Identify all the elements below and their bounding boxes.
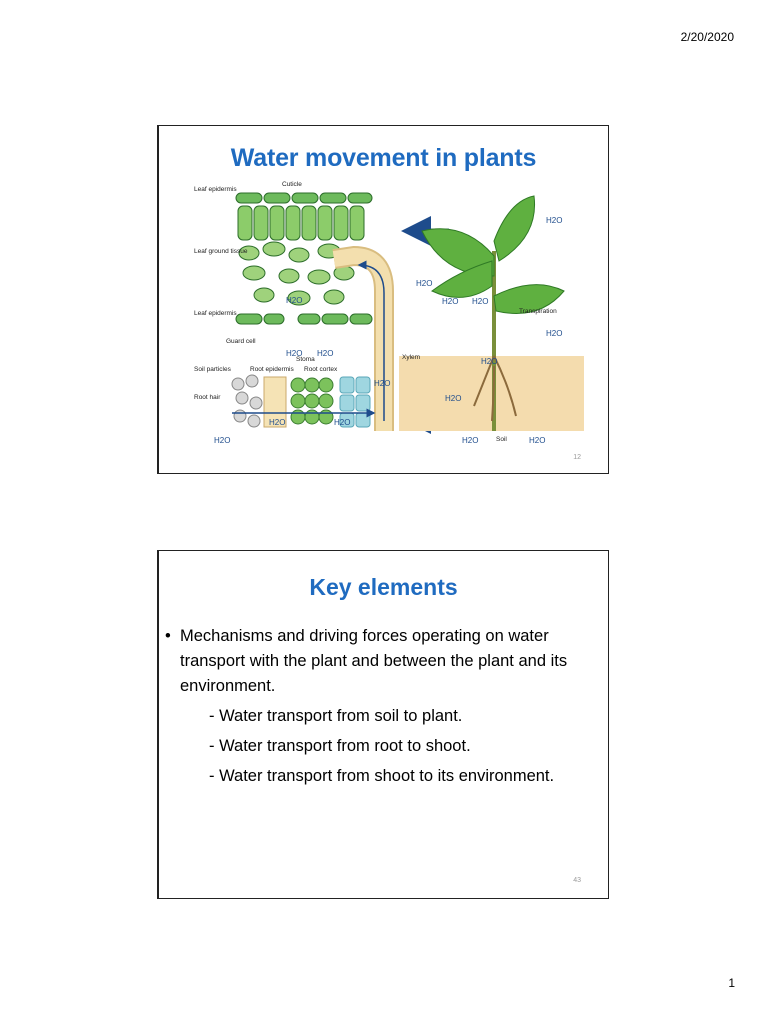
svg-text:Xylem: Xylem: [402, 354, 421, 361]
bullet-dot: •: [165, 627, 171, 645]
svg-text:H2O: H2O: [529, 436, 546, 445]
list-item: - Water transport from soil to plant.: [209, 707, 463, 725]
slide-title: Key elements: [309, 574, 458, 600]
svg-text:Leaf epidermis: Leaf epidermis: [194, 310, 237, 317]
root-cortex-cells: [291, 378, 333, 424]
page-date: 2/20/2020: [680, 30, 734, 44]
list-item: - Water transport from shoot to its environment.: [209, 767, 555, 785]
svg-text:Leaf epidermis: Leaf epidermis: [194, 186, 237, 193]
slide-number: 12: [573, 454, 581, 461]
svg-text:H2O: H2O: [416, 279, 433, 288]
svg-text:H2O: H2O: [472, 297, 489, 306]
bullet-text: Mechanisms and driving forces operating on water transport with the plant and between the plant and its environment.: [180, 627, 568, 695]
svg-text:H2O: H2O: [374, 379, 391, 388]
slide-number: 43: [573, 877, 581, 884]
bullet-list: [165, 624, 604, 789]
svg-text:Root cortex: Root cortex: [304, 366, 338, 373]
svg-text:H2O: H2O: [546, 216, 563, 225]
svg-text:H2O: H2O: [269, 418, 286, 427]
svg-text:Soil: Soil: [496, 436, 507, 443]
svg-text:H2O: H2O: [546, 329, 563, 338]
slide-key-elements: [158, 550, 609, 899]
leaf-palisade-cells: [238, 206, 364, 240]
svg-text:H2O: H2O: [445, 394, 462, 403]
soil-particles: [232, 375, 262, 427]
svg-text:H2O: H2O: [317, 349, 334, 358]
svg-text:Transpiration: Transpiration: [519, 308, 557, 315]
svg-text:H2O: H2O: [286, 349, 303, 358]
page-number: 1: [728, 976, 735, 990]
svg-text:H2O: H2O: [442, 297, 459, 306]
svg-text:H2O: H2O: [286, 296, 303, 305]
svg-text:Guard cell: Guard cell: [226, 338, 256, 345]
svg-text:Cuticle: Cuticle: [282, 181, 302, 188]
svg-text:Leaf ground tissue: Leaf ground tissue: [194, 248, 248, 255]
list-item: [165, 624, 604, 699]
svg-text:Root hair: Root hair: [194, 394, 221, 401]
svg-text:H2O: H2O: [214, 436, 231, 445]
svg-text:H2O: H2O: [481, 357, 498, 366]
water-movement-diagram: [194, 181, 584, 445]
svg-text:H2O: H2O: [334, 418, 351, 427]
svg-text:Stoma: Stoma: [296, 356, 315, 363]
svg-text:H2O: H2O: [462, 436, 479, 445]
svg-text:Soil particles: Soil particles: [194, 366, 231, 373]
slide-water-movement: [158, 125, 609, 474]
leaf-epidermis-cells: [236, 193, 372, 203]
slide-title: Water movement in plants: [230, 144, 537, 172]
svg-text:Root epidermis: Root epidermis: [250, 366, 294, 373]
list-item: - Water transport from root to shoot.: [209, 737, 471, 755]
leaf-lower-epidermis: [236, 314, 372, 324]
